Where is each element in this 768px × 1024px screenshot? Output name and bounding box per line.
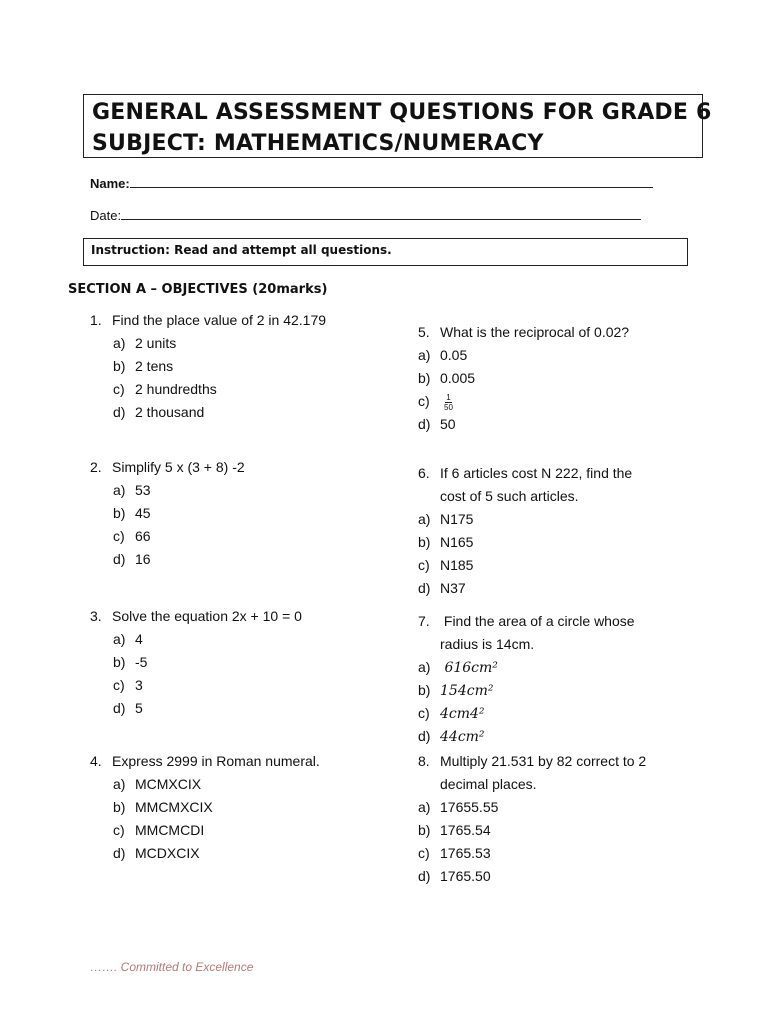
option (418, 865, 646, 888)
option-letter: c) (113, 822, 125, 838)
option-letter: b) (113, 505, 126, 521)
option-text: 1765.50 (440, 868, 491, 884)
option (113, 697, 302, 720)
option-text: 50 (440, 416, 456, 432)
option (113, 796, 320, 819)
option-text: -5 (135, 654, 148, 670)
option-letter: d) (113, 404, 126, 420)
option-letter: d) (113, 551, 126, 567)
question-text-cont: decimal places. (440, 776, 537, 792)
option (418, 367, 629, 390)
option-text: 16 (135, 551, 151, 567)
option (418, 725, 635, 748)
option-letter: a) (113, 776, 126, 792)
option-letter: c) (418, 393, 430, 409)
option-letter: d) (113, 700, 126, 716)
option-letter: a) (113, 482, 126, 498)
option-letter: b) (418, 534, 431, 550)
option-text: 1765.53 (440, 845, 491, 861)
option-text: 4cm4² (440, 706, 485, 722)
option-letter: a) (418, 511, 431, 527)
option-text: MMCMCDI (135, 822, 205, 838)
option-text: 3 (135, 677, 143, 693)
option (418, 656, 635, 679)
option-letter: d) (418, 728, 431, 744)
option-letter: c) (113, 528, 125, 544)
name-line (130, 175, 653, 188)
page-title: GENERAL ASSESSMENT QUESTIONS FOR GRADE 6 (92, 100, 712, 125)
option-letter: d) (418, 868, 431, 884)
option-text: N175 (440, 511, 474, 527)
instruction-text: Instruction: Read and attempt all questions. (91, 243, 392, 257)
question-text-cont: cost of 5 such articles. (440, 488, 579, 504)
option-letter: a) (113, 335, 126, 351)
question-text: Solve the equation 2x + 10 = 0 (112, 608, 302, 624)
question-number: 8. (418, 753, 430, 769)
question-number: 4. (90, 753, 102, 769)
option-text: 66 (135, 528, 151, 544)
option-letter: c) (113, 381, 125, 397)
fraction-one-fiftieth: $\frac{1}{50}$ (444, 392, 453, 412)
date-line (121, 207, 641, 220)
question-number: 5. (418, 324, 430, 340)
question-number: 1. (90, 312, 102, 328)
option-text: 45 (135, 505, 151, 521)
option-text: 17655.55 (440, 799, 499, 815)
question-6 (418, 462, 632, 600)
option (113, 628, 302, 651)
option (113, 332, 326, 355)
option-text: 2 thousand (135, 404, 205, 420)
option-letter: a) (418, 347, 431, 363)
option (113, 548, 245, 571)
title-box (83, 94, 712, 158)
option-letter: d) (418, 580, 431, 596)
question-2 (90, 456, 245, 571)
option (113, 842, 320, 865)
option-text: N165 (440, 534, 474, 550)
option-letter: b) (418, 370, 431, 386)
option (418, 344, 629, 367)
option (113, 674, 302, 697)
option-letter: b) (113, 799, 126, 815)
option-text: 2 tens (135, 358, 174, 374)
option-letter: c) (113, 677, 125, 693)
question-text-cont: radius is 14cm. (440, 636, 535, 652)
question-4 (90, 750, 320, 865)
option-text: 4 (135, 631, 143, 647)
question-text: Simplify 5 x (3 + 8) -2 (112, 459, 245, 475)
option (418, 390, 629, 413)
option-letter: a) (418, 799, 431, 815)
option-text: MMCMXCIX (135, 799, 213, 815)
name-label: Name: (90, 176, 130, 191)
option-letter: c) (418, 557, 430, 573)
option (418, 842, 646, 865)
option-text: 0.05 (440, 347, 468, 363)
option-text: N37 (440, 580, 466, 596)
option (113, 355, 326, 378)
question-text: Multiply 21.531 by 82 correct to 2 (440, 753, 647, 769)
option (113, 773, 320, 796)
question-8 (418, 750, 646, 888)
question-text: If 6 articles cost N 222, find the (440, 465, 633, 481)
option-text: 5 (135, 700, 143, 716)
option-letter: d) (113, 845, 126, 861)
option (113, 378, 326, 401)
option-text: 2 hundredths (135, 381, 217, 397)
option (418, 413, 629, 436)
option-text: 616cm² (440, 660, 498, 676)
name-field (90, 175, 653, 191)
instruction-box (83, 238, 688, 266)
option (113, 401, 326, 424)
option-text: MCDXCIX (135, 845, 200, 861)
option-letter: b) (113, 654, 126, 670)
option (418, 577, 632, 600)
option (113, 525, 245, 548)
option (418, 531, 632, 554)
footer-motto: ……. Committed to Excellence (90, 960, 254, 974)
option-text: 0.005 (440, 370, 476, 386)
option (113, 502, 245, 525)
question-text: Find the place value of 2 in 42.179 (112, 312, 327, 328)
question-number: 6. (418, 465, 430, 481)
question-text: What is the reciprocal of 0.02? (440, 324, 630, 340)
option-text: 2 units (135, 335, 177, 351)
option (113, 479, 245, 502)
option-letter: c) (418, 705, 430, 721)
option-text: 1765.54 (440, 822, 491, 838)
date-label: Date: (90, 208, 122, 223)
option-letter: b) (113, 358, 126, 374)
question-1 (90, 309, 326, 424)
question-5 (418, 321, 629, 436)
option (418, 554, 632, 577)
option (418, 796, 646, 819)
option-text: 44cm² (440, 729, 485, 745)
option-letter: b) (418, 682, 431, 698)
option-text: 53 (135, 482, 151, 498)
option (113, 651, 302, 674)
option-letter: d) (418, 416, 431, 432)
option (113, 819, 320, 842)
option-text: 154cm² (440, 683, 494, 699)
option-text: N185 (440, 557, 474, 573)
option-letter: b) (418, 822, 431, 838)
option (418, 508, 632, 531)
question-3 (90, 605, 302, 720)
option (418, 819, 646, 842)
question-number: 7. (418, 613, 430, 629)
option-letter: a) (418, 659, 431, 675)
question-number: 3. (90, 608, 102, 624)
option (418, 702, 635, 725)
section-title: SECTION A – OBJECTIVES (20marks) (68, 282, 328, 297)
option (418, 679, 635, 702)
question-number: 2. (90, 459, 102, 475)
option-letter: a) (113, 631, 126, 647)
option-text: MCMXCIX (135, 776, 202, 792)
option-letter: c) (418, 845, 430, 861)
question-text: Find the area of a circle whose (440, 613, 635, 629)
question-7 (418, 610, 635, 748)
date-field (90, 207, 641, 223)
question-text: Express 2999 in Roman numeral. (112, 753, 320, 769)
subject-title: SUBJECT: MATHEMATICS/NUMERACY (92, 131, 544, 156)
